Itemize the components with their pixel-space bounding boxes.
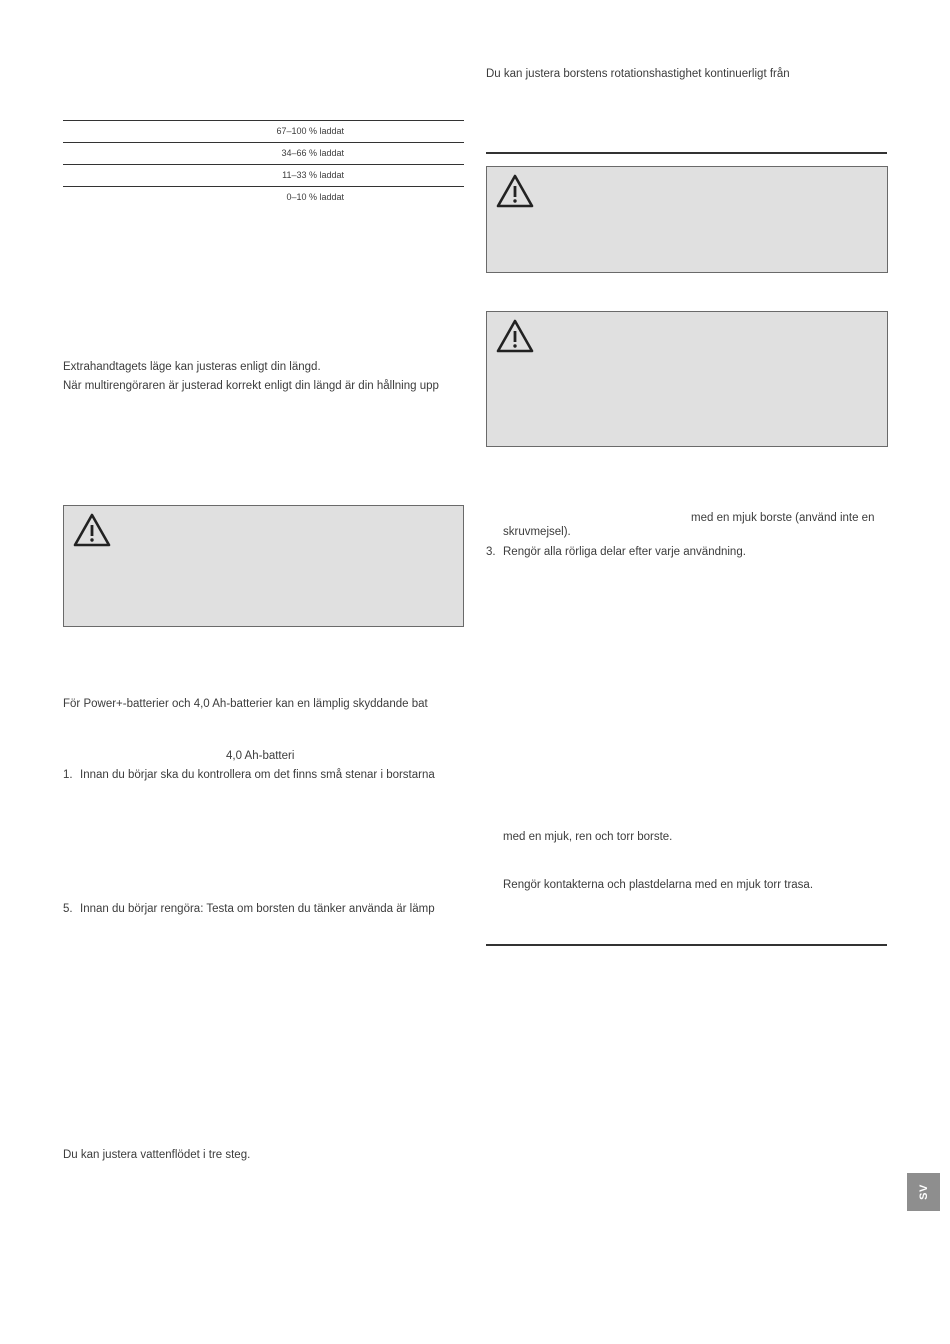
battery-label: 4,0 Ah-batteri (226, 750, 295, 762)
water-flow-text: Du kan justera vattenflödet i tre steg. (63, 1149, 251, 1161)
warning-triangle-icon (72, 512, 112, 548)
rotation-speed-text: Du kan justera borstens rotationshastighet kontinuerligt från (486, 68, 790, 80)
language-tab (907, 1173, 940, 1211)
battery-status-table (63, 120, 464, 208)
section-rule (486, 944, 887, 946)
handle-text-1: Extrahandtagets läge kan justeras enligt din längd. (63, 361, 321, 373)
step-5 (63, 901, 435, 917)
maintenance-text-b: skruvmejsel). (503, 526, 571, 538)
table-cell: 34–66 % laddat (281, 148, 344, 158)
step-number: 5. (63, 903, 73, 915)
handle-text-2: När multirengöraren är justerad korrekt enligt din längd är din hållning upp (63, 380, 439, 392)
maintenance-text-d: Rengör kontakterna och plastdelarna med en mjuk torr trasa. (503, 879, 814, 891)
table-cell: 0–10 % laddat (286, 192, 344, 202)
table-cell: 11–33 % laddat (282, 170, 344, 180)
warning-box-left (63, 505, 464, 627)
section-rule (486, 152, 887, 154)
step-number: 3. (486, 546, 496, 558)
maintenance-text-a: med en mjuk borste (använd inte en (691, 512, 875, 524)
language-tab-label: SV (917, 1184, 930, 1200)
step-text: Innan du börjar rengöra: Testa om borsten du tänker använda är lämp (80, 903, 435, 915)
warning-box-right-1 (486, 166, 888, 273)
warning-triangle-icon (495, 173, 535, 209)
battery-intro-text: För Power+-batterier och 4,0 Ah-batterier kan en lämplig skyddande bat (63, 698, 428, 710)
maintenance-text-c: med en mjuk, ren och torr borste. (503, 831, 673, 843)
table-cell: 67–100 % laddat (276, 126, 344, 136)
step-3 (486, 544, 746, 560)
warning-triangle-icon (495, 318, 535, 354)
step-text: Rengör alla rörliga delar efter varje användning. (503, 546, 746, 558)
table-row (63, 164, 464, 186)
table-row (63, 120, 464, 142)
step-1 (63, 767, 435, 783)
table-row (63, 142, 464, 164)
step-number: 1. (63, 769, 73, 781)
step-text: Innan du börjar ska du kontrollera om det finns små stenar i borstarna (80, 769, 435, 781)
warning-box-right-2 (486, 311, 888, 447)
table-row (63, 186, 464, 208)
